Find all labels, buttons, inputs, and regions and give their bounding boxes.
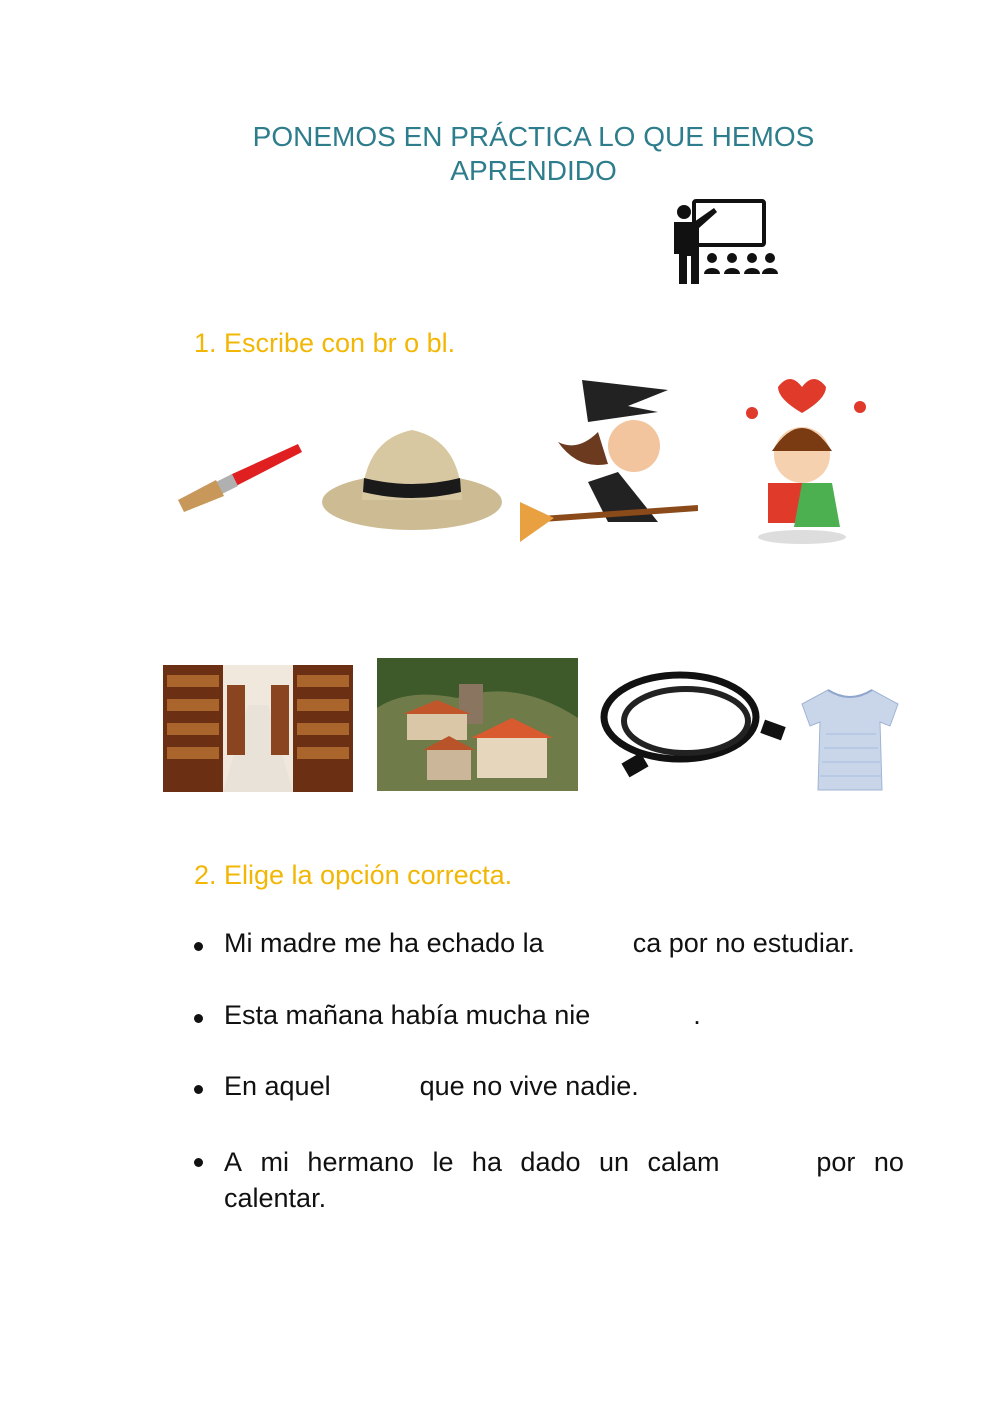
sentence-4-word: ha [471,1147,502,1177]
sentence-4-word: A [224,1147,243,1177]
sentence-3-before: En aquel [224,1071,331,1101]
blouse-image [798,684,903,794]
sentence-4-word: por [816,1147,856,1177]
sentence-1-before: Mi madre me ha echado la [224,928,544,958]
sentence-2-after: . [693,1000,701,1030]
sentence-4-word: mi [260,1147,289,1177]
sentence-4-word: dado [520,1147,581,1177]
exercise-1-label: Escribe con br o bl. [224,328,456,358]
sentence-4-word: hermano [307,1147,414,1177]
sentence-4-word: calam [647,1147,720,1177]
sentence-3-after: que no vive nadie. [419,1071,639,1101]
hugging-children-image [732,365,882,547]
list-item [194,1144,904,1216]
sentence-4-line-2: calentar. [224,1183,327,1213]
sentence-4-word: no [873,1147,904,1177]
paintbrush-image [170,430,305,520]
sentence-1-after: ca por no estudiar. [632,928,855,958]
sentence-2-blank[interactable] [598,1003,686,1031]
teacher-at-board-icon [668,198,778,284]
exercise-2-heading [194,860,512,891]
bullet [194,1085,203,1094]
exercise-1-number: 1. [194,328,217,358]
hat-image [320,420,505,535]
bullet [194,942,203,951]
sentence-2-before: Esta mañana había mucha nie [224,1000,591,1030]
bullet [194,1158,203,1167]
page-title: PONEMOS EN PRÁCTICA LO QUE HEMOS APRENDIDO [252,121,815,186]
sentence-4-word: un [598,1147,629,1177]
bullet [194,1014,203,1023]
village-image [377,658,578,791]
list-item [194,1000,904,1031]
exercise-2-label: Elige la opción correcta. [224,860,513,890]
exercise-1-heading [194,328,455,359]
sentence-4-blank[interactable] [738,1144,798,1172]
sentence-1-blank[interactable] [551,931,625,959]
list-item [194,928,904,959]
cable-image [598,665,788,785]
sentence-3-blank[interactable] [338,1074,412,1102]
list-item [194,1071,904,1102]
library-image [163,665,353,792]
sentence-4-word: le [432,1147,454,1177]
exercise-2-number: 2. [194,860,217,890]
witch-on-broom-image [518,372,698,550]
sentence-4-line-1 [224,1144,904,1180]
